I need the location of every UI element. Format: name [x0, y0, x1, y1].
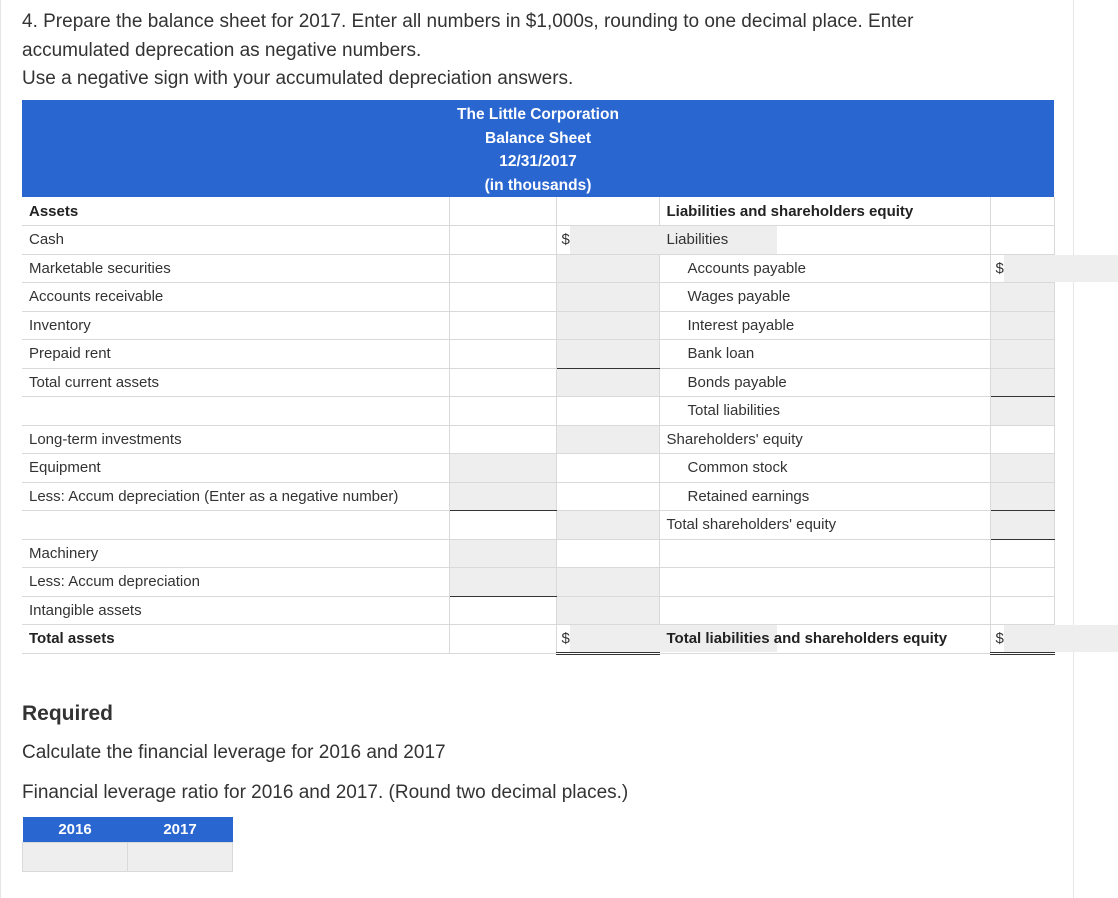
instruction-line-3: Use a negative sign with your accumulated depreciation answers. — [22, 68, 574, 89]
total-liabilities-label: Total liabilities — [659, 397, 990, 426]
interest-payable-cell — [990, 311, 1054, 340]
cash-label: Cash — [22, 226, 449, 255]
shareholders-equity-subheading: Shareholders' equity — [659, 425, 990, 454]
header-2016: 2016 — [23, 817, 128, 843]
machinery-accum-depreciation-cell — [449, 568, 556, 597]
blank-label — [659, 568, 990, 597]
blank-label — [659, 539, 990, 568]
assets-heading: Assets — [22, 197, 449, 226]
empty-cell — [449, 397, 556, 426]
empty-cell — [449, 368, 556, 397]
accounts-payable-label: Accounts payable — [659, 254, 990, 283]
wages-payable-input[interactable] — [991, 283, 1054, 311]
total-assets-cell — [556, 625, 659, 654]
inventory-cell — [556, 311, 659, 340]
required-line-1: Calculate the financial leverage for 2016 and 2017 — [22, 742, 446, 763]
company-name: The Little Corporation — [457, 106, 619, 123]
total-current-assets-input[interactable] — [557, 369, 659, 397]
table-row — [22, 625, 1054, 654]
net-equipment-input[interactable] — [557, 511, 659, 539]
empty-cell — [556, 454, 659, 483]
question-instructions — [22, 8, 1052, 94]
accounts-payable-cell — [990, 254, 1054, 283]
intangible-assets-cell — [556, 596, 659, 625]
page-left-border — [0, 0, 1, 898]
empty-cell — [990, 539, 1054, 568]
bonds-payable-label: Bonds payable — [659, 368, 990, 397]
page-right-border — [1073, 0, 1074, 898]
empty-cell — [990, 226, 1054, 255]
balance-sheet — [22, 100, 1054, 655]
total-liabilities-and-equity-cell — [990, 625, 1054, 654]
dollar-sign: $ — [561, 629, 570, 647]
statement-units: (in thousands) — [484, 176, 592, 194]
leverage-2016-input[interactable] — [23, 843, 127, 871]
machinery-label: Machinery — [22, 539, 449, 568]
table-row — [22, 397, 1054, 426]
empty-cell — [449, 625, 556, 654]
equipment-label: Equipment — [22, 454, 449, 483]
interest-payable-input[interactable] — [991, 312, 1054, 340]
net-machinery-input[interactable] — [557, 568, 659, 596]
leverage-2017-input[interactable] — [128, 843, 232, 871]
total-assets-label: Total assets — [22, 625, 449, 654]
empty-cell — [556, 539, 659, 568]
total-current-assets-label: Total current assets — [22, 368, 449, 397]
total-liabilities-input[interactable] — [991, 397, 1054, 425]
equipment-accum-depreciation-cell — [449, 482, 556, 511]
prepaid-rent-input[interactable] — [557, 340, 659, 368]
equipment-cell — [449, 454, 556, 483]
net-machinery-cell — [556, 568, 659, 597]
common-stock-input[interactable] — [991, 454, 1054, 482]
instruction-line-2: accumulated deprecation as negative numbers. — [22, 39, 422, 61]
empty-cell — [449, 226, 556, 255]
blank-label — [22, 397, 449, 426]
empty-cell — [449, 197, 556, 226]
accounts-receivable-label: Accounts receivable — [22, 283, 449, 312]
long-term-investments-label: Long-term investments — [22, 425, 449, 454]
blank-label — [22, 511, 449, 540]
long-term-investments-input[interactable] — [557, 426, 659, 454]
wages-payable-cell — [990, 283, 1054, 312]
empty-cell — [449, 425, 556, 454]
inventory-label: Inventory — [22, 311, 449, 340]
empty-cell — [449, 283, 556, 312]
empty-cell — [990, 425, 1054, 454]
dollar-sign: $ — [995, 259, 1004, 277]
empty-cell — [556, 397, 659, 426]
required-line-2: Financial leverage ratio for 2016 and 2017. (Round two decimal places.) — [22, 782, 629, 803]
prepaid-rent-cell — [556, 340, 659, 369]
empty-cell — [990, 197, 1054, 226]
liabilities-subheading: Liabilities — [659, 226, 990, 255]
equipment-accum-depreciation-label: Less: Accum depreciation (Enter as a negative number) — [22, 482, 449, 511]
leverage-2017-cell — [128, 843, 233, 872]
empty-cell — [556, 197, 659, 226]
prepaid-rent-label: Prepaid rent — [22, 340, 449, 369]
empty-cell — [449, 511, 556, 540]
instruction-line-1: 4. Prepare the balance sheet for 2017. Enter all numbers in $1,000s, rounding to one decimal place. Enter — [22, 11, 914, 32]
balance-sheet-header — [22, 100, 1054, 197]
balance-sheet-table — [22, 197, 1055, 655]
machinery-accum-depreciation-label: Less: Accum depreciation — [22, 568, 449, 597]
total-liabilities-and-equity-label: Total liabilities and shareholders equity — [659, 625, 990, 654]
total-shareholders-equity-cell — [990, 511, 1054, 540]
statement-name: Balance Sheet — [485, 129, 591, 147]
marketable-securities-input[interactable] — [557, 255, 659, 283]
total-liabilities-and-equity-input[interactable] — [1004, 625, 1118, 652]
table-row — [22, 226, 1054, 255]
total-shareholders-equity-input[interactable] — [991, 511, 1054, 539]
bank-loan-label: Bank loan — [659, 340, 990, 369]
cash-cell — [556, 226, 659, 255]
marketable-securities-label: Marketable securities — [22, 254, 449, 283]
long-term-investments-cell — [556, 425, 659, 454]
table-header-row — [23, 817, 233, 843]
inventory-input[interactable] — [557, 312, 659, 340]
bonds-payable-input[interactable] — [991, 369, 1054, 397]
bonds-payable-cell — [990, 368, 1054, 397]
accounts-receivable-input[interactable] — [557, 283, 659, 311]
table-row — [22, 368, 1054, 397]
machinery-accum-depreciation-input[interactable] — [450, 568, 556, 596]
table-row — [22, 311, 1054, 340]
intangible-assets-label: Intangible assets — [22, 596, 449, 625]
common-stock-cell — [990, 454, 1054, 483]
liabilities-equity-heading: Liabilities and shareholders equity — [659, 197, 990, 226]
equipment-input[interactable] — [450, 454, 556, 482]
table-row — [22, 425, 1054, 454]
wages-payable-label: Wages payable — [659, 283, 990, 312]
dollar-sign: $ — [995, 629, 1004, 647]
table-row — [22, 340, 1054, 369]
total-shareholders-equity-label: Total shareholders' equity — [659, 511, 990, 540]
retained-earnings-label: Retained earnings — [659, 482, 990, 511]
blank-label — [659, 596, 990, 625]
total-current-assets-cell — [556, 368, 659, 397]
retained-earnings-cell — [990, 482, 1054, 511]
table-row — [22, 482, 1054, 511]
table-row — [22, 596, 1054, 625]
leverage-2016-cell — [23, 843, 128, 872]
machinery-cell — [449, 539, 556, 568]
equipment-accum-depreciation-input[interactable] — [450, 483, 556, 511]
interest-payable-label: Interest payable — [659, 311, 990, 340]
bank-loan-input[interactable] — [991, 340, 1054, 368]
empty-cell — [449, 596, 556, 625]
empty-cell — [556, 482, 659, 511]
table-row — [23, 843, 233, 872]
table-row — [22, 283, 1054, 312]
machinery-input[interactable] — [450, 540, 556, 568]
table-row — [22, 197, 1054, 226]
intangible-assets-input[interactable] — [557, 597, 659, 625]
total-liabilities-cell — [990, 397, 1054, 426]
statement-date: 12/31/2017 — [499, 153, 577, 170]
financial-leverage-table — [22, 817, 233, 872]
empty-cell — [990, 596, 1054, 625]
table-row — [22, 568, 1054, 597]
empty-cell — [990, 568, 1054, 597]
table-row — [22, 539, 1054, 568]
table-row — [22, 254, 1054, 283]
empty-cell — [449, 311, 556, 340]
bank-loan-cell — [990, 340, 1054, 369]
table-row — [22, 511, 1054, 540]
empty-cell — [449, 254, 556, 283]
header-2017: 2017 — [128, 817, 233, 843]
retained-earnings-input[interactable] — [991, 483, 1054, 511]
net-equipment-cell — [556, 511, 659, 540]
required-heading: Required — [22, 702, 114, 725]
dollar-sign: $ — [561, 231, 570, 249]
accounts-receivable-cell — [556, 283, 659, 312]
accounts-payable-input[interactable] — [1004, 255, 1118, 283]
empty-cell — [449, 340, 556, 369]
marketable-securities-cell — [556, 254, 659, 283]
common-stock-label: Common stock — [659, 454, 990, 483]
table-row — [22, 454, 1054, 483]
